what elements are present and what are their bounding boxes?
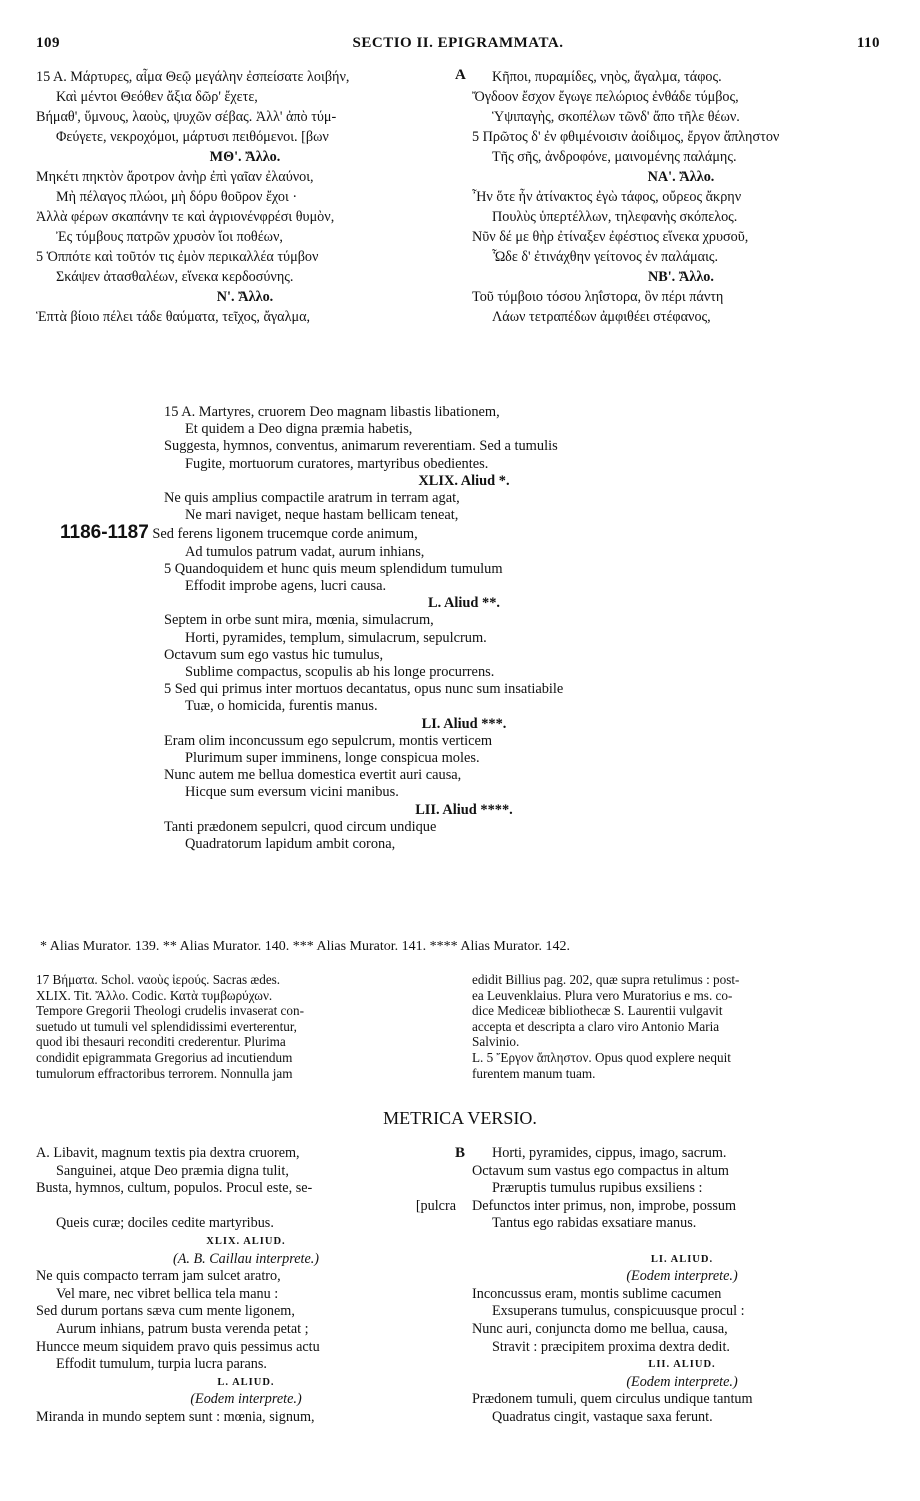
section-heading bbox=[164, 802, 764, 819]
line-text: ΝΑ'. Ἄλλο. bbox=[647, 169, 715, 185]
verse-line bbox=[164, 490, 764, 507]
footnote-line: * Alias Murator. 139. ** Alias Murator. 140. *** Alias Murator. 141. **** Alias Murator. 142. bbox=[40, 939, 571, 954]
line-text: Horti, pyramides, cippus, imago, sacrum. bbox=[492, 1145, 727, 1161]
line-text: Νῦν δέ με θὴρ ἐτίναξεν ἐφέστιος εἵνεκα χρυσοῦ, bbox=[472, 229, 749, 245]
section-heading bbox=[36, 1251, 456, 1269]
line-text: Τοῦ τύμβοιο τόσου ληΐστορα, ὃν πέρι πάντη bbox=[472, 289, 724, 305]
note-line: 17 Βήματα. Schol. ναοὺς ἱερούς. Sacras ædes. bbox=[36, 972, 281, 987]
verse-line bbox=[36, 247, 454, 267]
section-heading bbox=[472, 1356, 892, 1374]
section-heading-metrica: METRICA VERSIO. bbox=[383, 1108, 537, 1128]
line-text: Tuæ, o homicida, furentis manus. bbox=[185, 698, 378, 715]
section-heading bbox=[36, 1233, 456, 1251]
section-heading bbox=[472, 1251, 892, 1269]
column-number: 1186-1187 bbox=[60, 524, 149, 544]
section-heading bbox=[472, 167, 890, 187]
line-text: Miranda in mundo septem sunt : mœnia, signum, bbox=[36, 1408, 315, 1425]
verse-line bbox=[36, 1286, 456, 1304]
line-text: Fugite, mortuorum curatores, martyribus obedientes. bbox=[185, 455, 489, 472]
verse-line bbox=[472, 127, 890, 147]
verse-line bbox=[164, 404, 764, 421]
line-text: Πουλὺς ὑπερτέλλων, τηλεφανὴς σκόπελος. bbox=[492, 209, 738, 225]
line-text: Ν'. Ἄλλο. bbox=[216, 289, 274, 305]
verse-line bbox=[36, 1303, 456, 1321]
line-text: Ὑψιπαγὴς, σκοπέλων τῶνδ' ἄπο τῆλε θέων. bbox=[492, 109, 740, 125]
line-text: Ne mari naviget, neque hastam bellicam teneat, bbox=[185, 507, 459, 524]
verse-line bbox=[164, 438, 764, 455]
line-text: ΝΒ'. Ἄλλο. bbox=[648, 269, 714, 285]
verse-line bbox=[60, 524, 764, 543]
line-text: Κῆποι, πυραμίδες, νηὸς, ἄγαλμα, τάφος. bbox=[492, 69, 722, 85]
verse-line bbox=[36, 1145, 456, 1163]
section-heading bbox=[36, 1391, 456, 1409]
line-text: LI. Aliud ***. bbox=[421, 715, 507, 732]
line-text: Ne quis compacto terram jam sulcet aratro, bbox=[36, 1268, 281, 1285]
verse-line bbox=[164, 421, 764, 438]
verse-line bbox=[472, 1198, 892, 1216]
verse-line bbox=[164, 664, 764, 681]
line-text: Prædonem tumuli, quem circulus undique tantum bbox=[472, 1391, 753, 1408]
verse-line bbox=[472, 107, 890, 127]
line-text: Quadratus cingit, vastaque saxa ferunt. bbox=[492, 1408, 713, 1425]
line-text: Stravit : præcipitem proxima dextra dedit. bbox=[492, 1338, 730, 1355]
verse-line bbox=[36, 1321, 456, 1339]
verse-line bbox=[164, 561, 764, 578]
line-text: Καὶ μέντοι Θεόθεν ἄξια δῶρ' ἔχετε, bbox=[56, 89, 258, 105]
verse-line bbox=[36, 227, 454, 247]
verse-line bbox=[36, 187, 454, 207]
line-text: XLIX. ALIUD. bbox=[206, 1235, 286, 1247]
verse-line bbox=[36, 1215, 456, 1233]
line-text: Sublime compactus, scopulis ab his longe procurrens. bbox=[185, 664, 495, 681]
running-title: SECTIO II. EPIGRAMMATA. bbox=[352, 35, 564, 51]
line-text: Exsuperans tumulus, conspicuusque procul : bbox=[492, 1303, 745, 1320]
line-text: Φεύγετε, νεκροχόμοι, μάρτυσι πειθόμενοι. [βων bbox=[56, 129, 329, 145]
line-text: XLIX. Aliud *. bbox=[418, 472, 510, 489]
line-text: Βήμαθ', ὕμνους, λαοὺς, ψυχῶν σέβας. Ἀλλ' ἀπὸ τύμ- bbox=[36, 109, 337, 125]
line-text: Octavum sum vastus ego compactus in altum bbox=[472, 1162, 729, 1179]
line-text: Ne quis amplius compactile aratrum in terram agat, bbox=[164, 490, 460, 507]
verse-line bbox=[164, 836, 764, 853]
note-line: Salvinio. bbox=[472, 1034, 520, 1050]
verse-line bbox=[36, 1198, 456, 1216]
notes-right-column bbox=[472, 972, 888, 1081]
verse-line bbox=[472, 87, 890, 107]
verse-line bbox=[472, 247, 890, 267]
line-text: Horti, pyramides, templum, simulacrum, sepulcrum. bbox=[185, 629, 487, 646]
verse-line bbox=[164, 630, 764, 647]
line-text: Nunc auri, conjuncta domo me bellua, causa, bbox=[472, 1320, 728, 1337]
note-line: XLIX. Tit. Ἄλλο. Codic. Κατὰ τυμβωρύχων. bbox=[36, 987, 273, 1003]
line-text: Tanti prædonem sepulcri, quod circum undique bbox=[164, 818, 437, 835]
verse-line bbox=[472, 1339, 892, 1357]
line-text: Suggesta, hymnos, conventus, animarum reverentiam. Sed a tumulis bbox=[164, 438, 558, 455]
notes-left-column bbox=[36, 972, 466, 1081]
verse-line bbox=[164, 578, 764, 595]
line-text: Vel mare, nec vibret bellica tela manu : bbox=[56, 1285, 279, 1302]
verse-line bbox=[164, 544, 764, 561]
verse-line bbox=[472, 207, 890, 227]
line-text: Sed ferens ligonem trucemque corde animum, bbox=[152, 526, 418, 543]
verse-line bbox=[164, 767, 764, 784]
column-marker-b: B bbox=[455, 1145, 466, 1161]
verse-line bbox=[164, 750, 764, 767]
verse-line bbox=[36, 1268, 456, 1286]
line-text: (Eodem interprete.) bbox=[626, 1373, 738, 1390]
verse-line bbox=[36, 87, 454, 107]
note-line: edidit Billius pag. 202, quæ supra retulimus : post- bbox=[472, 972, 740, 987]
line-text: 5 Sed qui primus inter mortuos decantatus, opus nunc sum insatiabile bbox=[164, 681, 564, 698]
verse-line bbox=[472, 1321, 892, 1339]
greek-text-left-column bbox=[36, 67, 454, 327]
verse-line bbox=[472, 1145, 892, 1163]
note-line: quod ibi thesauri reconditi crederentur. Plurima bbox=[36, 1034, 286, 1050]
line-text: Μὴ πέλαγος πλώοι, μὴ δόρυ θοῦρον ἔχοι · bbox=[56, 189, 298, 205]
line-text: 15 A. Martyres, cruorem Deo magnam libastis libationem, bbox=[164, 404, 500, 420]
verse-line bbox=[472, 1215, 892, 1233]
section-heading bbox=[36, 287, 454, 307]
verse-line bbox=[36, 1163, 456, 1181]
line-text: LII. Aliud ****. bbox=[415, 801, 513, 818]
page-number-left: 109 bbox=[36, 35, 60, 51]
verse-line bbox=[472, 1409, 892, 1427]
verse-line bbox=[164, 819, 764, 836]
note-line: Tempore Gregorii Theologi crudelis invaserat con- bbox=[36, 1003, 304, 1019]
verse-line bbox=[36, 307, 454, 327]
verse-line bbox=[472, 187, 890, 207]
line-text: Ἀλλὰ φέρων σκαπάνην τε καὶ ἀγριονένφρέσι θυμὸν, bbox=[36, 209, 335, 225]
line-text: Ἦν ὅτε ἦν ἀτίνακτος ἐγὼ τάφος, οὔρεος ἄκρην bbox=[472, 189, 742, 205]
note-line: furentem manum tuam. bbox=[472, 1065, 596, 1081]
verse-line bbox=[472, 1180, 892, 1198]
line-text: Ἑπτὰ βίοιο πέλει τάδε θαύματα, τεῖχος, ἄγαλμα, bbox=[36, 309, 311, 325]
verse-line bbox=[164, 507, 764, 524]
line-text: Ἐς τύμβους πατρῶν χρυσὸν ἴοι ποθέων, bbox=[56, 229, 283, 245]
line-text: Quadratorum lapidum ambit corona, bbox=[185, 836, 396, 853]
section-heading bbox=[472, 267, 890, 287]
verse-line bbox=[36, 207, 454, 227]
line-text: 15 Α. Μάρτυρες, αἷμα Θεῷ μεγάλην ἐσπείσατε λοιβήν, bbox=[36, 69, 350, 85]
note-line: tumulorum effractoribus terrorem. Nonnulla jam bbox=[36, 1065, 293, 1081]
line-text: A. Libavit, magnum textis pia dextra cruorem, bbox=[36, 1145, 300, 1161]
section-heading bbox=[472, 1374, 892, 1392]
verse-line bbox=[164, 733, 764, 750]
verse-line bbox=[472, 1163, 892, 1181]
verse-line bbox=[472, 1391, 892, 1409]
section-heading bbox=[472, 1268, 892, 1286]
page-header bbox=[36, 35, 880, 57]
line-text: Ad tumulos patrum vadat, aurum inhians, bbox=[185, 543, 425, 560]
verse-line bbox=[36, 1409, 456, 1427]
line-text: ΜΘ'. Ἄλλο. bbox=[209, 149, 281, 165]
line-text: (A. B. Caillau interprete.) bbox=[172, 1250, 320, 1267]
verse-line bbox=[36, 127, 454, 147]
section-heading bbox=[164, 595, 764, 612]
verse-line bbox=[472, 287, 890, 307]
verse-line bbox=[36, 267, 454, 287]
verse-line bbox=[164, 698, 764, 715]
line-text: Σκάψεν ἀτασθαλέων, εἵνεκα κερδοσύνης. bbox=[56, 269, 294, 285]
line-text: [pulcra bbox=[415, 1197, 456, 1214]
line-text: Effodit improbe agens, lucri causa. bbox=[185, 578, 387, 595]
verse-line bbox=[164, 681, 764, 698]
line-text: Μηκέτι πηκτὸν ἄροτρον ἀνὴρ ἐπὶ γαῖαν ἐλαύνοι, bbox=[36, 169, 314, 185]
line-text: Nunc autem me bellua domestica evertit auri causa, bbox=[164, 767, 462, 784]
line-text: Inconcussus eram, montis sublime cacumen bbox=[472, 1285, 722, 1302]
line-text: Defunctos inter primus, non, improbe, possum bbox=[472, 1197, 737, 1214]
verse-line bbox=[472, 307, 890, 327]
line-text: Aurum inhians, patrum busta verenda petat ; bbox=[56, 1320, 309, 1337]
line-text: Eram olim inconcussum ego sepulcrum, montis verticem bbox=[164, 732, 493, 749]
verse-line bbox=[472, 1286, 892, 1304]
metrica-left-column bbox=[36, 1145, 456, 1427]
line-text: Λάων τετραπέδων ἀμφιθέει στέφανος, bbox=[492, 309, 711, 325]
line-text: LI. ALIUD. bbox=[650, 1253, 714, 1265]
page-number-right: 110 bbox=[856, 35, 880, 51]
line-text: Ὧδε δ' ἐτινάχθην γείτονος ἐν παλάμαις. bbox=[492, 249, 719, 265]
verse-line bbox=[164, 784, 764, 801]
line-text: Τῆς σῆς, ἀνδροφόνε, μαινομένης παλάμης. bbox=[492, 149, 737, 165]
line-text: Huncce meum siquidem pravo quis pessimus actu bbox=[36, 1338, 320, 1355]
verse-line bbox=[164, 612, 764, 629]
section-heading bbox=[36, 147, 454, 167]
line-text: Præruptis tumulus rupibus exsiliens : bbox=[492, 1180, 703, 1197]
section-heading bbox=[164, 716, 764, 733]
line-text: Octavum sum ego vastus hic tumulus, bbox=[164, 646, 384, 663]
verse-line bbox=[472, 227, 890, 247]
section-heading bbox=[36, 1374, 456, 1392]
line-text: (Eodem interprete.) bbox=[190, 1391, 302, 1408]
line-text: LII. ALIUD. bbox=[648, 1359, 716, 1371]
verse-line bbox=[36, 1180, 456, 1198]
column-marker-a: A bbox=[455, 67, 466, 83]
greek-text-right-column bbox=[472, 67, 890, 327]
line-text: Queis curæ; dociles cedite martyribus. bbox=[56, 1215, 274, 1232]
verse-line bbox=[472, 1233, 892, 1251]
verse-line bbox=[472, 1303, 892, 1321]
verse-line bbox=[36, 1356, 456, 1374]
line-text: Et quidem a Deo digna præmia habetis, bbox=[185, 421, 413, 438]
verse-line bbox=[164, 647, 764, 664]
verse-line bbox=[36, 107, 454, 127]
line-text: L. ALIUD. bbox=[217, 1376, 275, 1388]
line-text: 5 Πρῶτος δ' ἐν φθιμένοισιν ἀοίδιμος, ἔργον ἄπληστον bbox=[472, 129, 780, 145]
line-text: Effodit tumulum, turpia lucra parans. bbox=[56, 1356, 267, 1373]
note-line: accepta et descripta a claro viro Antonio Maria bbox=[472, 1018, 720, 1034]
verse-line bbox=[36, 1339, 456, 1357]
line-text: Busta, hymnos, cultum, populos. Procul este, se- bbox=[36, 1180, 313, 1197]
verse-line bbox=[164, 456, 764, 473]
line-text: Plurimum super imminens, longe conspicua moles. bbox=[185, 750, 480, 767]
note-line: ea Leuvenklaius. Plura vero Muratorius e ms. co- bbox=[472, 987, 733, 1003]
line-text: (Eodem interprete.) bbox=[626, 1268, 738, 1285]
verse-line bbox=[472, 147, 890, 167]
note-line: dice Mediceæ bibliothecæ S. Laurentii vulgavit bbox=[472, 1003, 723, 1019]
line-text: Septem in orbe sunt mira, mœnia, simulacrum, bbox=[164, 612, 434, 629]
line-text: Hicque sum eversum vicini manibus. bbox=[185, 784, 399, 801]
verse-line bbox=[36, 67, 454, 87]
verse-line bbox=[472, 67, 890, 87]
line-text: Tantus ego rabidas exsatiare manus. bbox=[492, 1215, 697, 1232]
note-line: suetudo ut tumuli vel splendidissimi everterentur, bbox=[36, 1018, 297, 1034]
note-line: condidit epigrammata Gregorius ad incutiendum bbox=[36, 1049, 293, 1065]
latin-translation-block bbox=[60, 404, 764, 853]
line-text: Ὄγδοον ἔσχον ἔγωγε πελώριος ἐνθάδε τύμβος, bbox=[472, 89, 739, 105]
metrica-right-column bbox=[472, 1145, 892, 1427]
section-heading bbox=[164, 473, 764, 490]
line-text: L. Aliud **. bbox=[428, 595, 500, 612]
line-text: Sanguinei, atque Deo præmia digna tulit, bbox=[56, 1162, 289, 1179]
note-line: L. 5 Ἔργον ἄπληστον. Opus quod explere nequit bbox=[472, 1049, 731, 1065]
line-text: 5 Ὁππότε καὶ τοῦτόν τις ἐμὸν περικαλλέα τύμβον bbox=[36, 249, 319, 265]
line-text: Sed durum portans sæva cum mente ligonem, bbox=[36, 1303, 295, 1320]
verse-line bbox=[36, 167, 454, 187]
line-text: 5 Quandoquidem et hunc quis meum splendidum tumulum bbox=[164, 560, 503, 577]
